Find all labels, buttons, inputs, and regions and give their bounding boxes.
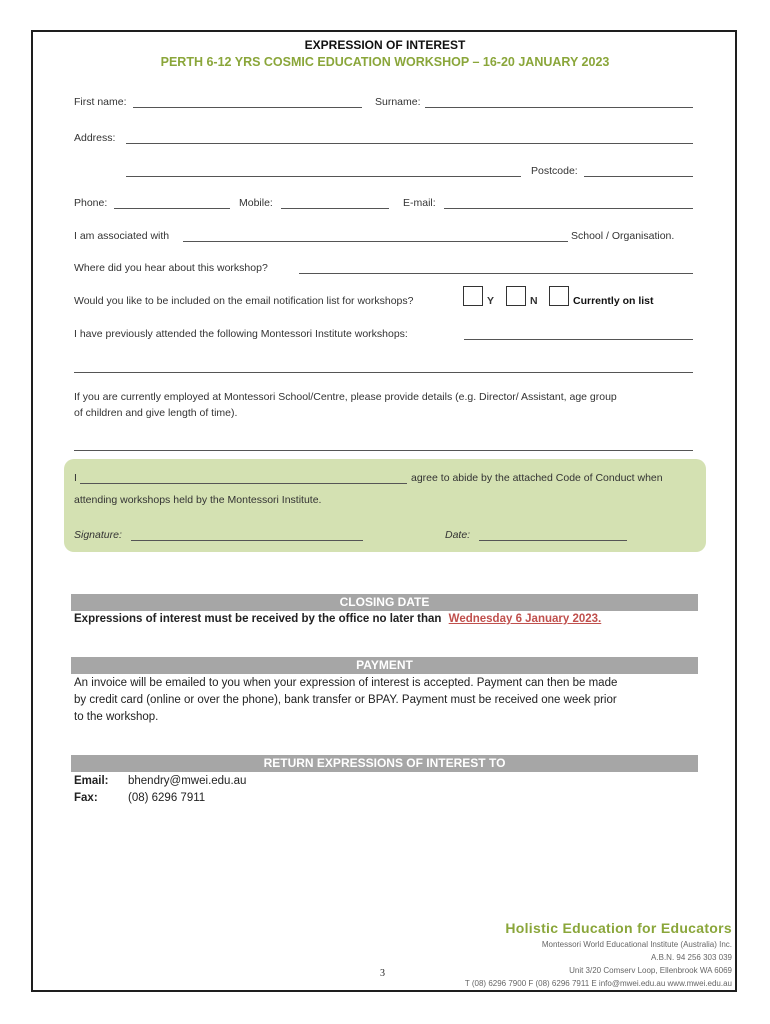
previously-attended-field-2[interactable] [74,372,693,373]
footer-org: Montessori World Educational Institute (Australia) Inc. [541,940,732,949]
footer-address: Unit 3/20 Comserv Loop, Ellenbrook WA 6069 [569,966,732,975]
footer-contact: T (08) 6296 7900 F (08) 6296 7911 E info@mwei.edu.au www.mwei.edu.au [464,979,732,988]
closing-date-text [74,611,601,628]
agreement-name-field[interactable] [80,483,407,484]
mobile-field[interactable] [281,208,389,209]
currently-on-list-label: Currently on list [573,295,654,307]
payment-line-2: by credit card (online or over the phone), bank transfer or BPAY. Payment must be received one week prior [74,694,617,706]
return-heading: RETURN EXPRESSIONS OF INTEREST TO [71,755,698,772]
organisation-field[interactable] [183,241,568,242]
payment-heading: PAYMENT [71,657,698,674]
page-number: 3 [380,968,385,979]
address-field-line-1[interactable] [126,143,693,144]
no-checkbox[interactable] [506,286,526,306]
postcode-label: Postcode: [531,165,578,177]
employed-details-label-2: of children and give length of time). [74,407,238,419]
hear-about-label: Where did you hear about this workshop? [74,262,268,274]
return-email-value[interactable]: bhendry@mwei.edu.au [128,775,247,787]
organisation-suffix: School / Organisation. [571,230,675,242]
agreement-text-2: attending workshops held by the Montessori Institute. [74,494,322,506]
payment-line-1: An invoice will be emailed to you when your expression of interest is accepted. Payment can then be made [74,677,618,689]
phone-label: Phone: [74,197,108,209]
email-label: E-mail: [403,197,436,209]
return-email-label: Email: [74,775,109,787]
currently-on-list-checkbox[interactable] [549,286,569,306]
signature-label: Signature: [74,529,122,541]
closing-date-heading: CLOSING DATE [71,594,698,611]
surname-label: Surname: [375,96,421,108]
date-label: Date: [445,529,471,541]
footer-abn: A.B.N. 94 256 303 039 [651,953,732,962]
previously-attended-field[interactable] [464,339,693,340]
address-label: Address: [74,132,116,144]
agreement-prefix: I [74,472,77,484]
mobile-label: Mobile: [239,197,273,209]
previously-attended-label: I have previously attended the following Montessori Institute workshops: [74,328,408,340]
yes-label: Y [487,295,495,307]
footer-brand: Holistic Education for Educators [505,920,732,936]
first-name-label: First name: [74,96,127,108]
form-title: EXPRESSION OF INTEREST [304,38,466,52]
signature-field[interactable] [131,540,363,541]
email-list-question: Would you like to be included on the email notification list for workshops? [74,295,414,307]
first-name-field[interactable] [133,107,362,108]
closing-date-value: Wednesday 6 January 2023. [448,613,602,625]
postcode-field[interactable] [584,176,693,177]
phone-field[interactable] [114,208,230,209]
hear-about-field[interactable] [299,273,693,274]
employed-details-label: If you are currently employed at Montessori School/Centre, please provide details (e.g. Director/ Assistant, age group [74,391,617,403]
employed-details-field[interactable] [74,450,693,451]
yes-checkbox[interactable] [463,286,483,306]
return-fax-label: Fax: [74,792,98,804]
date-field[interactable] [479,540,627,541]
workshop-subtitle: PERTH 6-12 YRS COSMIC EDUCATION WORKSHOP – 16-20 JANUARY 2023 [160,55,610,69]
surname-field[interactable] [425,107,693,108]
address-field-line-2[interactable] [126,176,521,177]
closing-date-sentence: Expressions of interest must be received by the office no later than [74,613,442,625]
associated-label: I am associated with [74,230,170,242]
no-label: N [530,295,538,307]
email-field[interactable] [444,208,693,209]
payment-line-3: to the workshop. [74,711,159,723]
return-fax-value: (08) 6296 7911 [128,792,206,804]
agreement-text: agree to abide by the attached Code of Conduct when [411,472,663,484]
